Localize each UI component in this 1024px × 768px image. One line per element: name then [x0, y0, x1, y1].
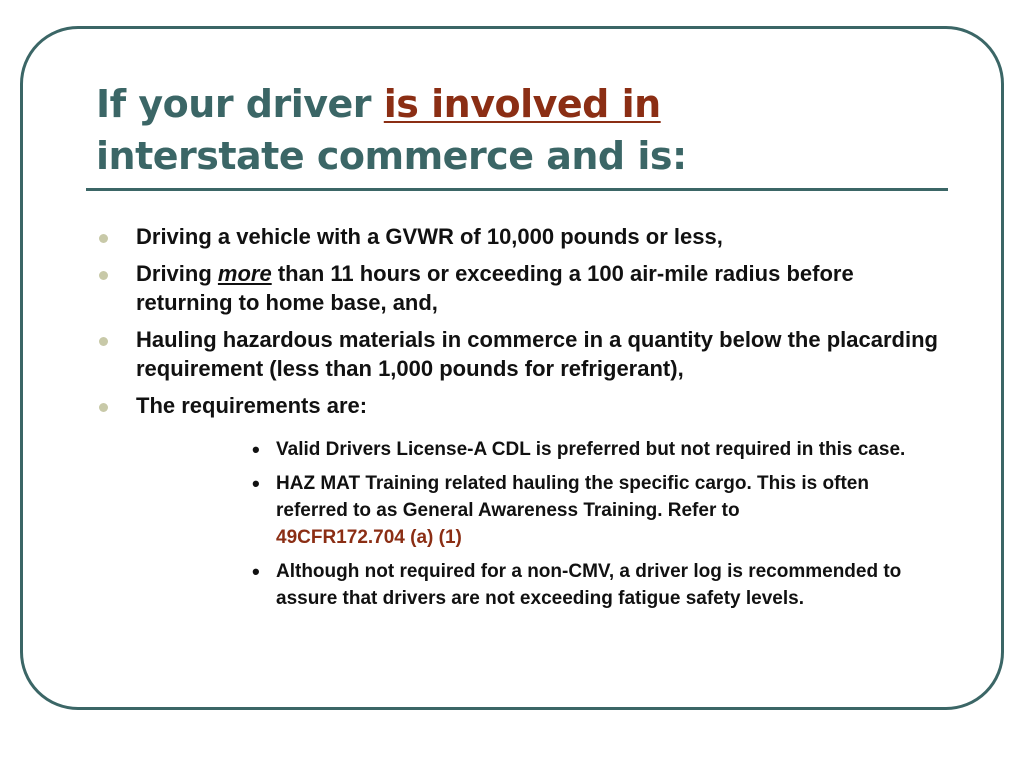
- regulation-reference: 49CFR172.704 (a) (1): [276, 527, 462, 548]
- title-part-1: If your driver: [96, 82, 384, 126]
- bullet-item: [96, 259, 946, 317]
- title-emphasis: is involved in: [383, 82, 661, 126]
- sub-bullet-text: HAZ MAT Training related hauling the specific cargo. This is often referred to as General Awareness Training. Refer to: [276, 473, 869, 521]
- bullet-text: The requirements are:: [136, 393, 368, 418]
- sub-bullet-icon: •: [252, 559, 260, 584]
- sub-bullet-item: [250, 470, 940, 551]
- sub-bullet-item: [250, 436, 940, 463]
- bullet-emphasis: more: [217, 261, 272, 286]
- bullet-list: [96, 222, 946, 428]
- sub-bullet-icon: •: [252, 437, 260, 462]
- bullet-text: Hauling hazardous materials in commerce in a quantity below the placarding requirement (less than 1,000 pounds for refrigerant),: [136, 327, 938, 381]
- bullet-item: [96, 222, 946, 251]
- sub-bullet-icon: •: [252, 471, 260, 496]
- sub-bullet-text: Although not required for a non-CMV, a driver log is recommended to assure that drivers are not exceeding fatigue safety levels.: [276, 561, 902, 609]
- bullet-text-pre: Driving: [136, 261, 218, 286]
- sub-bullet-list: [250, 436, 940, 619]
- title-part-2: interstate commerce and is:: [96, 134, 687, 178]
- bullet-text: Driving a vehicle with a GVWR of 10,000 pounds or less,: [136, 224, 723, 249]
- title-divider: [86, 188, 948, 191]
- bullet-dot-icon: [99, 234, 108, 243]
- bullet-text-post: than 11 hours or exceeding a 100 air-mile radius before returning to home base, and,: [136, 261, 854, 315]
- sub-bullet-text: Valid Drivers License-A CDL is preferred but not required in this case.: [276, 439, 906, 460]
- slide-title: [96, 78, 946, 182]
- bullet-dot-icon: [99, 337, 108, 346]
- bullet-item: [96, 325, 946, 383]
- bullet-dot-icon: [99, 271, 108, 280]
- bullet-dot-icon: [99, 403, 108, 412]
- bullet-item: [96, 391, 946, 420]
- sub-bullet-item: [250, 558, 940, 612]
